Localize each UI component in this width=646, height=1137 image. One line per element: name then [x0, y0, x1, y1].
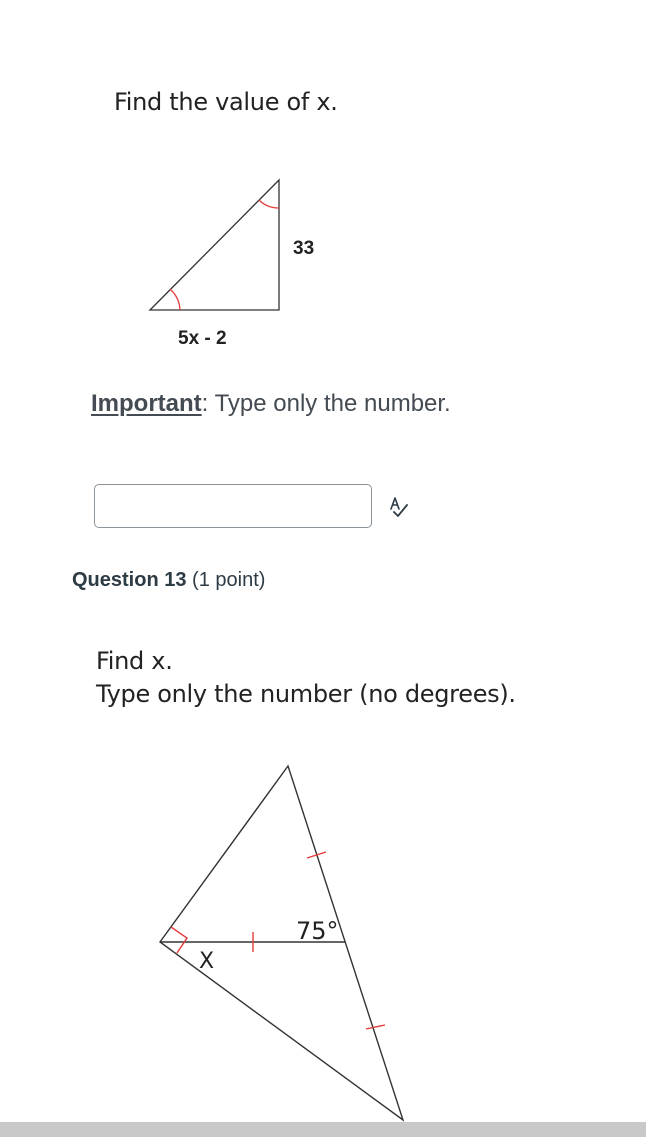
spellcheck-icon[interactable]	[386, 494, 412, 520]
side-label-base: 5x - 2	[178, 328, 227, 349]
side-label-vertical: 33	[293, 238, 315, 259]
question-13-prompt-line-1: Find x.	[96, 647, 173, 675]
question-13-header	[72, 569, 265, 592]
right-triangle-figure	[140, 168, 340, 358]
right-angle-mark	[171, 927, 187, 953]
question-13-title: Question 13	[72, 569, 187, 591]
tick-mark-lower	[366, 1025, 385, 1029]
question-13-prompt	[96, 645, 516, 711]
angle-label: 75°	[296, 917, 339, 945]
variable-label: X	[199, 949, 215, 974]
important-note	[91, 390, 451, 418]
triangle-outline	[150, 180, 279, 310]
outer-triangle	[160, 766, 403, 1120]
important-text: : Type only the number.	[201, 390, 451, 417]
important-label: Important	[91, 390, 202, 417]
question-13-points: (1 point)	[192, 569, 266, 591]
question-12-prompt: Find the value of x.	[114, 88, 338, 116]
horizontal-scrollbar[interactable]	[0, 1122, 646, 1137]
triangle-figure-2	[150, 755, 420, 1127]
question-13-prompt-line-2: Type only the number (no degrees).	[96, 680, 516, 708]
top-angle-mark	[259, 200, 279, 208]
answer-input[interactable]	[94, 484, 372, 528]
base-angle-mark	[170, 289, 180, 310]
